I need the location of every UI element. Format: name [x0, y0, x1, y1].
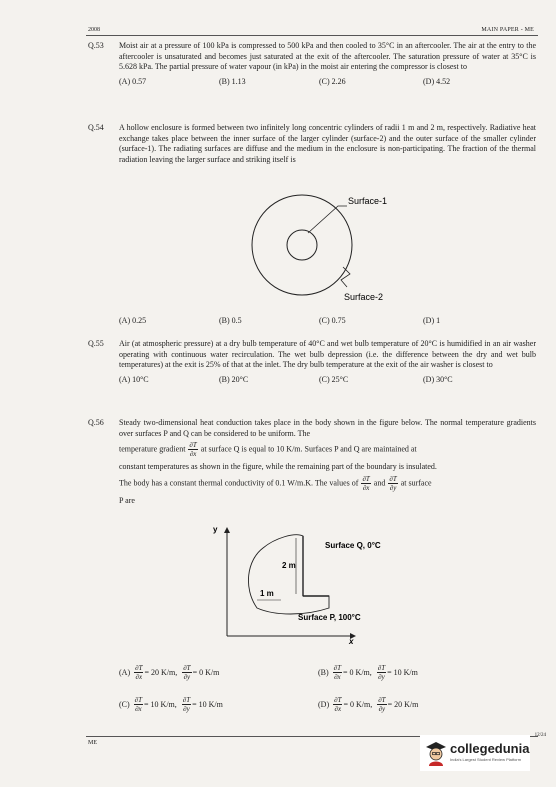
- frac-den: ∂y: [378, 673, 385, 681]
- frac-num: ∂T: [183, 664, 191, 672]
- question-number: Q.53: [88, 41, 104, 50]
- frac-den: ∂y: [389, 483, 397, 492]
- question-text: Moist air at a pressure of 100 kPa is compressed to 500 kPa and then cooled to 35°C in an aftercooler. The air at the entry to the aftercooler is unsaturated and becomes just saturated at the exit of the aftercooler. The saturation pressure of water at 35°C is 5.628 kPa. The partial pressure of water vapour (in kPa) in the moist air entering the compressor is closest to: [119, 41, 536, 72]
- question-text: A hollow enclosure is formed between two infinitely long concentric cylinders of radii 1 m and 2 m, respectively. Radiative heat exchange takes place between the inner surface of the larger cylinder (surface-2) and the outer surface of the smaller cylinder (surface-1). The radiating surfaces are diffuse and the medium in the enclosure is non-participating. The fraction of the thermal radiation leaving the larger surface and striking itself is: [119, 123, 536, 164]
- question-text-2: [119, 441, 536, 458]
- surface-q-label: Surface Q, 0°C: [325, 541, 381, 550]
- option-c: (C) 25°C: [319, 374, 349, 384]
- dTdy-fraction: [182, 664, 191, 681]
- frac-den: ∂x: [135, 705, 142, 713]
- dTdx-fraction: [134, 664, 143, 681]
- x-axis-label: x: [349, 637, 354, 646]
- answer-value-2: = 10 K/m: [192, 700, 223, 709]
- text-segment: at surface: [400, 478, 432, 488]
- option-b: (B) 0.5: [219, 316, 242, 325]
- answer-value-1: = 0 K/m,: [343, 700, 373, 709]
- frac-den: ∂x: [334, 705, 342, 713]
- logo-tagline: India's Largest Student Review Platform: [450, 757, 522, 762]
- answer-b: [318, 664, 418, 681]
- frac-den: ∂x: [189, 450, 197, 459]
- outer-cylinder: [252, 195, 352, 295]
- surface1-label: Surface-1: [348, 196, 388, 206]
- question-55: [88, 339, 536, 387]
- collegedunia-logo: [420, 735, 530, 771]
- logo-wordmark: collegedunia: [450, 741, 530, 756]
- text-segment: The body has a constant thermal conductivity of 0.1 W/m.K. The values of: [119, 478, 359, 488]
- answer-value-1: = 10 K/m,: [144, 700, 177, 709]
- dTdx-fraction: [361, 475, 370, 492]
- answer-value-1: = 20 K/m,: [144, 668, 178, 677]
- inner-cylinder: [287, 230, 317, 260]
- footer-page: 12/24: [534, 733, 546, 738]
- frac-den: ∂y: [183, 705, 190, 713]
- frac-num: ∂T: [362, 474, 370, 483]
- header-year: 2008: [88, 27, 100, 33]
- question-text-4: [119, 475, 536, 492]
- question-text-1: Steady two-dimensional heat conduction takes place in the body shown in the figure below. The normal temperature gradients over surfaces P and Q can be considered to be uniform. The: [119, 418, 536, 438]
- question-number: Q.55: [88, 339, 104, 348]
- frac-den: ∂y: [183, 673, 191, 681]
- dTdx-fraction: [188, 441, 197, 458]
- text-segment: and: [373, 478, 386, 488]
- surface1-leader: [308, 206, 347, 233]
- option-a: (A) 0.25: [119, 316, 147, 325]
- answer-value-2: = 10 K/m: [387, 668, 418, 677]
- option-d: (D) 1: [423, 316, 441, 325]
- text-segment: temperature gradient: [119, 444, 186, 454]
- dTdy-fraction: [388, 475, 397, 492]
- frac-num: ∂T: [377, 664, 386, 672]
- concentric-cylinders-figure: [230, 185, 410, 315]
- frac-den: ∂y: [378, 705, 386, 713]
- answer-label: (D): [318, 700, 330, 709]
- option-c: (C) 0.75: [319, 316, 346, 325]
- frac-num: ∂T: [378, 696, 386, 704]
- question-number: Q.56: [88, 418, 104, 427]
- answer-value-1: = 0 K/m,: [343, 668, 372, 677]
- question-text-3: constant temperatures as shown in the figure, while the remaining part of the boundary is insulated.: [119, 462, 437, 472]
- heat-conduction-figure: [205, 518, 425, 648]
- text-segment: at surface Q is equal to 10 K/m. Surfaces P and Q are maintained at: [200, 444, 417, 454]
- frac-num: ∂T: [182, 696, 191, 704]
- header-rule: [86, 35, 538, 36]
- question-56: [88, 418, 536, 506]
- dim-2m-label: 2 m: [282, 561, 296, 570]
- option-a: (A) 0.57: [119, 76, 147, 86]
- dTdx-fraction: [333, 664, 342, 681]
- answer-label: (A): [119, 668, 131, 677]
- question-text-5: P are: [119, 495, 135, 505]
- answer-d: [318, 696, 418, 713]
- frac-num: ∂T: [334, 696, 342, 704]
- body-boundary: [248, 535, 329, 614]
- options: [119, 375, 536, 387]
- question-number: Q.54: [88, 123, 104, 132]
- option-b: (B) 20°C: [219, 374, 249, 384]
- y-axis-label: y: [213, 525, 218, 534]
- frac-den: ∂x: [334, 673, 341, 681]
- header-paper: MAIN PAPER - ME: [481, 27, 534, 33]
- frac-den: ∂x: [362, 483, 370, 492]
- surface2-label: Surface-2: [344, 292, 384, 302]
- question-54-options: [88, 316, 536, 328]
- option-d: (D) 30°C: [423, 374, 453, 384]
- frac-num: ∂T: [389, 474, 397, 483]
- dim-1m-label: 1 m: [260, 589, 274, 598]
- dTdy-fraction: [377, 696, 386, 713]
- frac-num: ∂T: [134, 696, 143, 704]
- options: [119, 316, 536, 328]
- frac-num: ∂T: [333, 664, 342, 672]
- question-54: [88, 123, 536, 165]
- footer-code: ME: [88, 740, 97, 746]
- answer-label: (B): [318, 668, 329, 677]
- option-c: (C) 2.26: [319, 76, 346, 86]
- answer-label: (C): [119, 700, 130, 709]
- frac-den: ∂x: [135, 673, 143, 681]
- dTdx-fraction: [333, 696, 342, 713]
- graduate-icon: [424, 740, 448, 766]
- option-a: (A) 10°C: [119, 374, 149, 384]
- dTdy-fraction: [377, 664, 386, 681]
- question-53: [88, 41, 536, 89]
- answer-a: [119, 664, 219, 681]
- option-d: (D) 4.52: [423, 76, 451, 86]
- frac-num: ∂T: [189, 441, 197, 450]
- answer-c: [119, 696, 223, 713]
- surface-p-label: Surface P, 100°C: [298, 613, 361, 622]
- options: [119, 77, 536, 89]
- dTdx-fraction: [134, 696, 143, 713]
- frac-num: ∂T: [135, 664, 143, 672]
- surface2-leader: [341, 267, 350, 287]
- answer-value-2: = 0 K/m: [192, 668, 220, 677]
- answer-value-2: = 20 K/m: [387, 700, 419, 709]
- dTdy-fraction: [182, 696, 191, 713]
- option-b: (B) 1.13: [219, 76, 246, 86]
- question-text: Air (at atmospheric pressure) at a dry bulb temperature of 40°C and wet bulb temperature of 20°C is humidified in an air washer operating with continuous water recirculation. The wet bulb depression (i.e. the difference between the dry and wet bulb temperatures) at the exit is 25% of that at the inlet. The dry bulb temperature at the exit of the air washer is closest to: [119, 339, 536, 370]
